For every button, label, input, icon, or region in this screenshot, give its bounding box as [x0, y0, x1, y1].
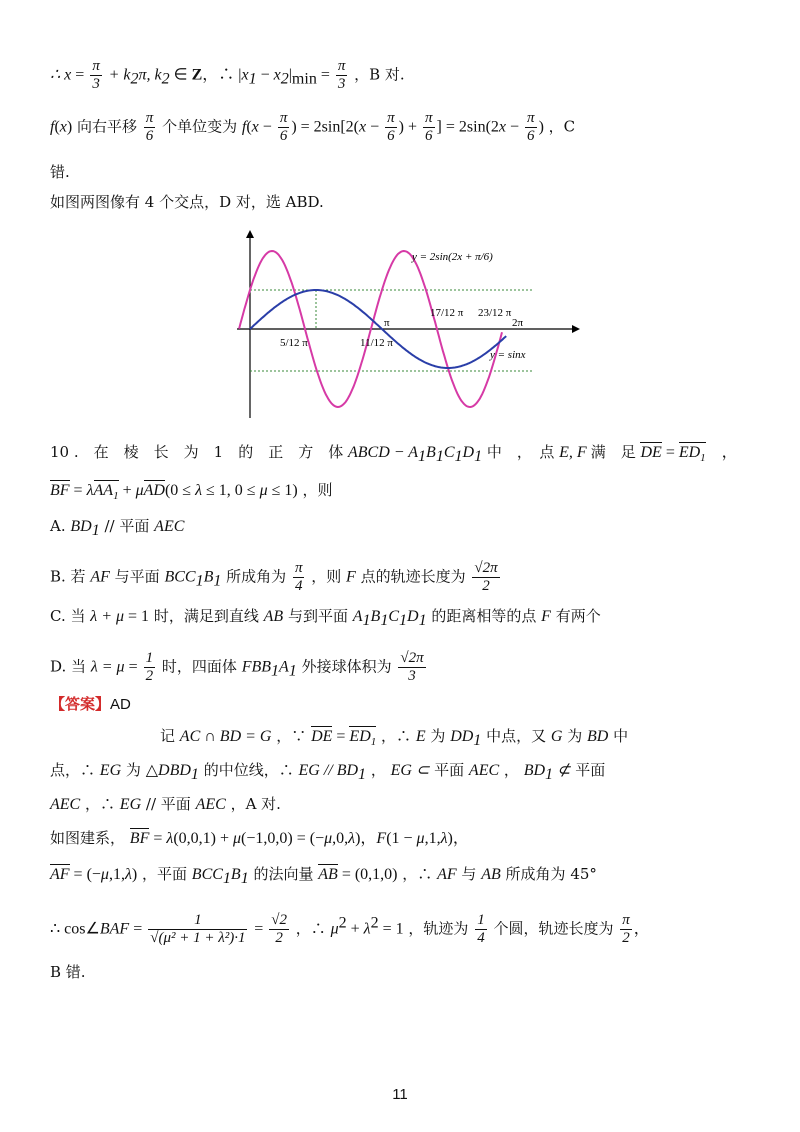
option-d-label: D. 当 — [50, 657, 87, 676]
option-d-text-1: 时，四面体 — [161, 657, 237, 676]
option-b-text-1: 与平面 — [114, 567, 160, 586]
line-1-tail: ，B 对. — [354, 65, 405, 84]
option-b-text-3: ，则 — [311, 567, 342, 586]
sol5-c: ，∴ — [402, 865, 433, 883]
sol5-f: 45° — [570, 865, 597, 883]
tick-5pi12: 5/12 π — [280, 337, 308, 349]
line-1: ∴ x = $\frac{\pi}{3}$ + $k_2\pi$, $k_2$ ∈ Z，∴ $|x_1 - x_2|_{min}$ = $\frac{\pi}{3}$ ，B 对. — [50, 58, 405, 92]
sol1-e: 中点，又 — [486, 727, 547, 745]
option-c: C. 当 λ + μ = 1 时，满足到直线 AB 与到平面 $A_1B_1C_1D_1$ 的距离相等的点 F 有两个 — [50, 607, 601, 629]
option-b: B. 若 AF 与平面 $BCC_1B_1$ 所成角为 $\frac{\pi}{4}$ ，则 F 点的轨迹长度为 $\frac{√2\pi}{2}$ — [50, 560, 498, 594]
q10-mid: 中 ， 点 — [486, 443, 555, 461]
tick-pi: π — [384, 317, 390, 329]
solution-2: 点，∴ EG 为 $\triangle DBD_1$ 的中位线，∴ EG // $BD_1$ ， EG ⊂ 平面 AEC ， $BD_1$ ⊄ 平面 — [50, 761, 606, 783]
line-2-a: 向右平移 — [77, 117, 138, 136]
option-d: D. 当 λ = μ = $\frac{1}{2}$ 时，四面体 $FBB_1A_1$ 外接球体积为 $\frac{√2\pi}{3}$ — [50, 650, 424, 684]
option-c-text-1: 时，满足到直线 — [153, 607, 259, 625]
sol3-a: ，∴ — [85, 795, 116, 813]
sol5-b: 的法向量 — [253, 865, 314, 883]
sol3-b: // 平面 — [145, 795, 191, 813]
sol2-c: 的中位线，∴ — [203, 761, 294, 779]
option-c-text-4: 有两个 — [555, 607, 601, 625]
option-b-label: B. 若 — [50, 567, 86, 586]
sol2-d: ， — [370, 761, 386, 779]
option-c-label: C. 当 — [50, 607, 86, 625]
sol3-c: ，A 对. — [230, 795, 281, 813]
solution-6: ∴ cos∠BAF = $\frac{1}{\text{√(μ² + 1 + λ²)·1}}$ = $\frac{√2}{2}$ ，∴ $\mu^2 + \lambda^2 = 1$ ，轨迹为 $\frac{1}{4}$ 个圆，轨迹长度为 $\frac{\pi}{2}$ ， — [50, 912, 650, 946]
answer-label: 【答案】 — [50, 695, 111, 713]
option-c-text-2: 与到平面 — [287, 607, 348, 625]
option-b-text-2: 所成角为 — [226, 567, 287, 586]
sol5-e: 所成角为 — [505, 865, 566, 883]
solution-3: AEC ，∴ EG // 平面 AEC ，A 对. — [50, 795, 281, 813]
option-a-text: // 平面 — [104, 517, 150, 535]
tick-17pi12: 17/12 π — [430, 307, 464, 319]
sol2-a: 点，∴ — [50, 761, 96, 779]
tick-2pi: 2π — [512, 317, 524, 329]
sol2-b: 为 — [125, 761, 141, 779]
solution-1: 记 AC ∩ BD = G ，∵ DE = $ED_1$ ，∴ E 为 $DD_1$ 中点，又 G 为 BD 中 — [160, 727, 629, 749]
line-4: 如图两图像有 4 个交点，D 对，选 ABD. — [50, 193, 324, 211]
sol2-f: ， — [503, 761, 519, 779]
sol5-a: ，平面 — [142, 865, 188, 883]
x-axis-arrow — [572, 325, 580, 333]
line-3: 错. — [50, 163, 70, 181]
option-a-label: A. — [50, 517, 66, 535]
option-c-text-3: 的距离相等的点 — [431, 607, 537, 625]
solution-5: AF = (−μ,1,λ) ，平面 $BCC_1B_1$ 的法向量 AB = (0,1,0) ，∴ AF 与 AB 所成角为 45° — [50, 865, 597, 887]
solution-4: 如图建系， BF = λ(0,0,1) + μ(−1,0,0) = (−μ,0,λ)，F(1 − μ,1,λ)， — [50, 829, 469, 847]
answer-value: AD — [110, 696, 131, 713]
question-10-line-2: BF = λAA$_1$ + μAD(0 ≤ λ ≤ 1, 0 ≤ μ ≤ 1) ，则 — [50, 481, 333, 503]
sol1-g: 中 — [613, 727, 629, 745]
y-axis-arrow — [246, 230, 254, 238]
tick-11pi12: 11/12 π — [360, 337, 393, 349]
page-number: 11 — [392, 1086, 408, 1103]
sol6-c: 个圆，轨迹长度为 — [493, 919, 614, 938]
question-10-line-1: 10 . 在 棱 长 为 1 的 正 方 体 ABCD − $A_1B_1C_1D_1$ 中 ， 点 E, F 满 足 DE = $ED_1$ ， — [50, 443, 738, 465]
solution-7: B 错. — [50, 963, 86, 981]
line-2-tail: ，C — [548, 117, 576, 136]
sol1-b: ，∵ — [276, 727, 307, 745]
sol1-d: 为 — [430, 727, 446, 745]
sol2-g: 平面 — [575, 761, 606, 779]
sine-graph — [232, 228, 582, 423]
option-a: A. $BD_1$ // 平面 AEC — [50, 517, 185, 539]
sol6-b: ，轨迹为 — [408, 919, 469, 938]
q10-number: 10 — [50, 443, 70, 461]
sol4-a: 如图建系， — [50, 829, 126, 847]
line-2: f(x) 向右平移 $\frac{\pi}{6}$ 个单位变为 f(x − $\frac{\pi}{6}$ ) = 2sin[2(x − $\frac{\pi}{6}$ ) + $\frac{\pi}{6}$ ] = 2sin(2x − $\frac{\pi}{6}$ ) ，C — [50, 110, 576, 144]
option-d-text-2: 外接球体积为 — [301, 657, 392, 676]
line-2-b: 个单位变为 — [162, 117, 238, 136]
sol1-a: 记 — [160, 727, 176, 745]
label-f: y = 2sin(2x + π/6) — [412, 251, 493, 263]
q10-text-1: . 在 棱 长 为 1 的 正 方 体 — [73, 443, 344, 461]
sol2-e: 平面 — [434, 761, 465, 779]
sol6-a: ，∴ — [295, 919, 326, 938]
sol1-f: 为 — [567, 727, 583, 745]
option-b-text-4: 点的轨迹长度为 — [360, 567, 466, 586]
q10-line2-tail: ，则 — [302, 481, 333, 499]
label-g: y = sinx — [490, 349, 526, 361]
sol1-c: ，∴ — [381, 727, 412, 745]
q10-sat: 满 足 — [590, 443, 636, 461]
sol5-d: 与 — [461, 865, 477, 883]
tick-23pi12: 23/12 π — [478, 307, 512, 319]
answer — [50, 694, 131, 715]
